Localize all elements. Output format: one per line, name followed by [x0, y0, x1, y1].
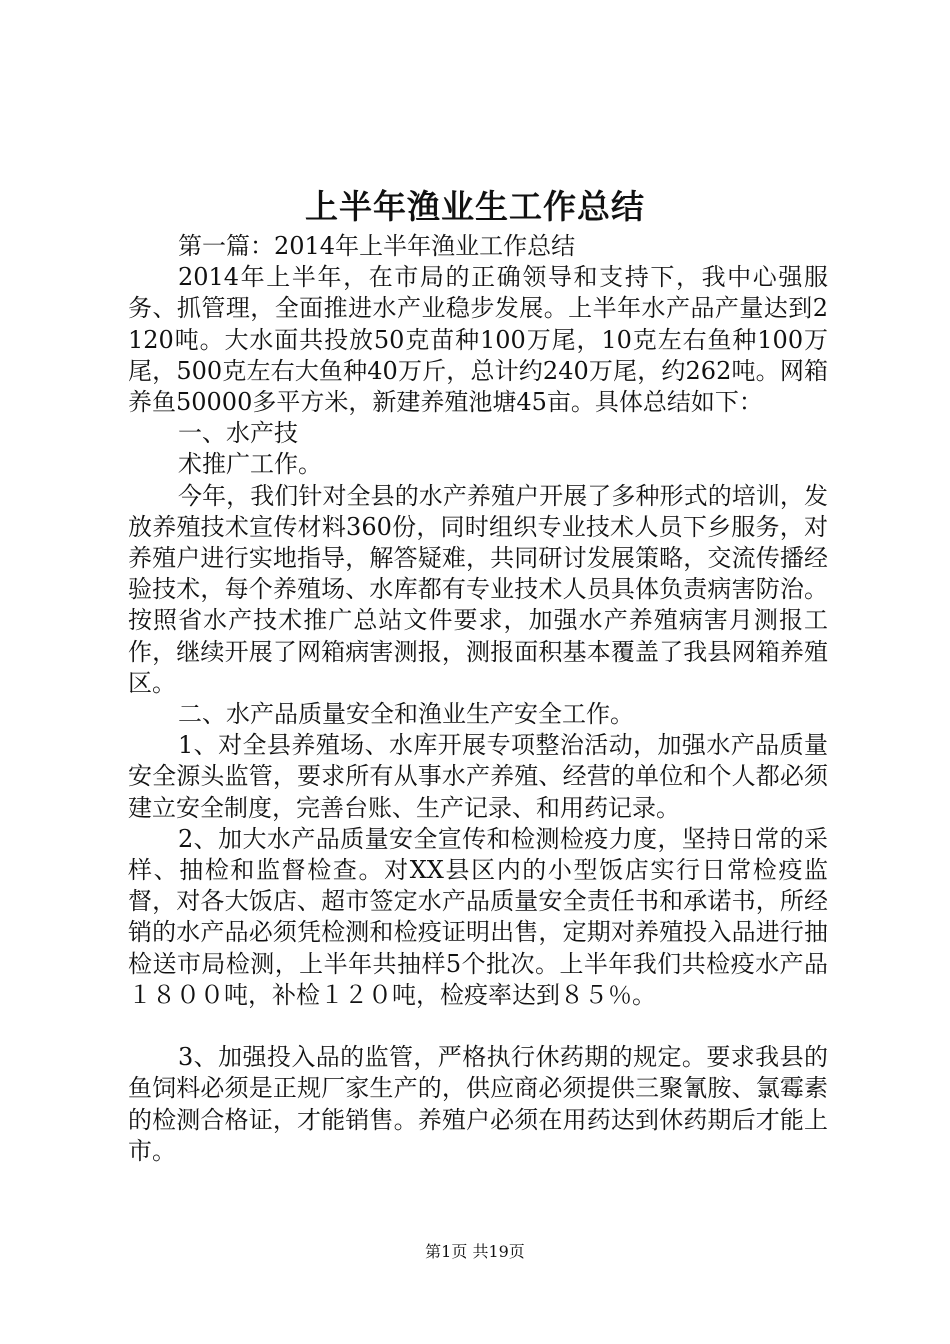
document-body	[128, 231, 828, 1167]
section-heading-1-line-1: 一、水产技	[178, 419, 298, 448]
section-heading-1-line-2: 术推广工作。	[178, 450, 322, 479]
paragraph-training: 今年，我们针对全县的水产养殖户开展了多种形式的培训，发放养殖技术宣传材料360份，同时组织专业技术人员下乡服务，对养殖户进行实地指导，解答疑难，共同研讨发展策略，交流传播经验技术，每个养殖场、水库都有专业技术人员具体负责病害防治。按照省水产技术推广总站文件要求，加强水产养殖病害月测报工作，继续开展了网箱病害测报，测报面积基本覆盖了我县网箱养殖区。	[128, 481, 828, 697]
paragraph-overview: 2014年上半年，在市局的正确领导和支持下，我中心强服务、抓管理，全面推进水产业稳步发展。上半年水产品产量达到2120吨。大水面共投放50克苗种100万尾，10克左右鱼种100万尾，500克左右大鱼种40万斤，总计约240万尾，约262吨。网箱养鱼50000多平方米，新建养殖池塘45亩。具体总结如下：	[128, 263, 828, 417]
section-heading-part-one: 第一篇：2014年上半年渔业工作总结	[178, 232, 576, 260]
page-number-footer: 第1页 共19页	[425, 1242, 525, 1261]
document-title: 上半年渔业生工作总结	[305, 187, 645, 226]
paragraph-item-2: 2、加大水产品质量安全宣传和检测检疫力度，坚持日常的采样、抽检和监督检查。对XX县区内的小型饭店实行日常检疫监督，对各大饭店、超市签定水产品质量安全责任书和承诺书，所经销的水产品必须凭检测和检疫证明出售，定期对养殖投入品进行抽检送市局检测，上半年共抽样5个批次。上半年我们共检疫水产品１８００吨，补检１２０吨，检疫率达到８５％。	[128, 824, 828, 1009]
paragraph-item-1: 1、对全县养殖场、水库开展专项整治活动，加强水产品质量安全源头监管，要求所有从事水产养殖、经营的单位和个人都必须建立安全制度，完善台账、生产记录、和用药记录。	[128, 731, 828, 822]
section-heading-2: 二、水产品质量安全和渔业生产安全工作。	[178, 700, 634, 729]
paragraph-item-3: 3、加强投入品的监管，严格执行休药期的规定。要求我县的鱼饲料必须是正规厂家生产的，供应商必须提供三聚氰胺、氯霉素的检测合格证，才能销售。养殖户必须在用药达到休药期后才能上市。	[128, 1043, 828, 1165]
